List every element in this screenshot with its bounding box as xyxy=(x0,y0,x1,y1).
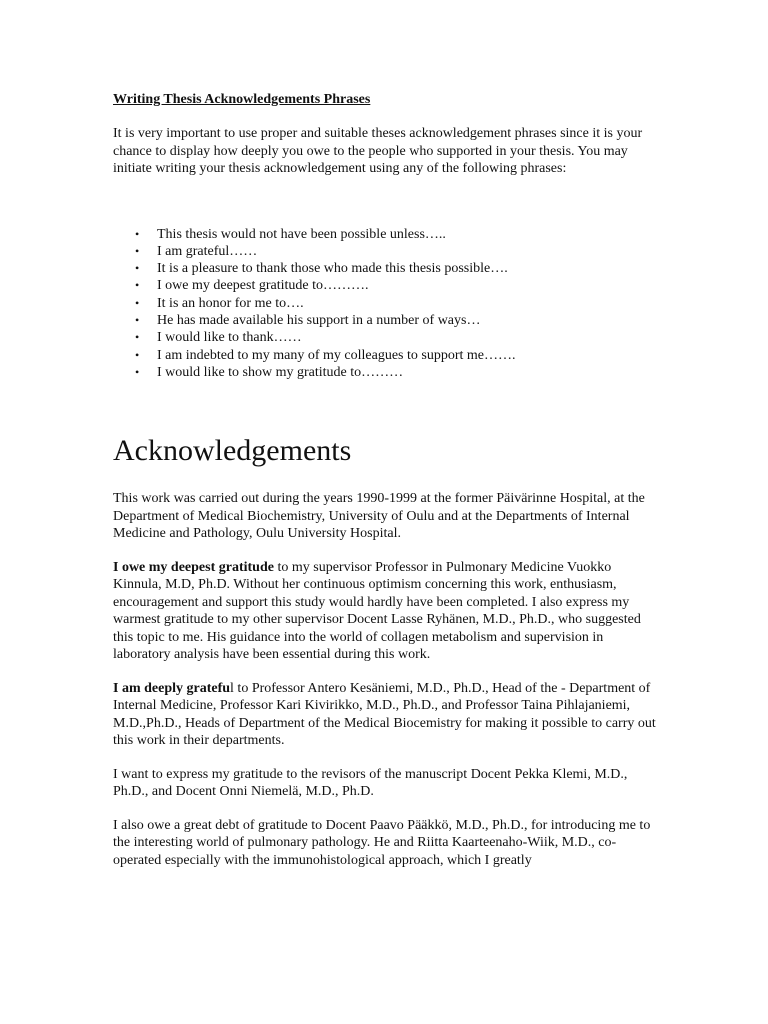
list-item xyxy=(135,295,658,312)
paragraph-lead-bold: I am deeply gratefu xyxy=(113,680,231,696)
bullet-icon: • xyxy=(135,347,140,362)
list-item xyxy=(135,226,658,243)
phrase-text: This thesis would not have been possible unless….. xyxy=(157,226,446,242)
list-item xyxy=(135,347,658,364)
phrase-text: I would like to show my gratitude to……… xyxy=(157,364,404,380)
list-item xyxy=(135,260,658,277)
paragraph-revisors xyxy=(113,766,658,801)
list-item xyxy=(135,364,658,381)
phrase-text: I would like to thank…… xyxy=(157,330,302,346)
phrase-list xyxy=(135,226,658,382)
paragraph-lead-bold: I owe my deepest gratitude xyxy=(113,559,274,575)
phrase-text: I am indebted to my many of my colleagues to support me……. xyxy=(157,347,516,363)
bullet-icon: • xyxy=(135,278,140,293)
paragraph-work-location xyxy=(113,490,658,543)
phrase-text: I am grateful…… xyxy=(157,243,258,259)
list-item xyxy=(135,243,658,260)
bullet-icon: • xyxy=(135,364,140,379)
paragraph-text: I want to express my gratitude to the revisors of the manuscript Docent Pekka Klemi, M.D., Ph.D., and Docent Onni Niemelä, M.D., Ph.D. xyxy=(113,766,628,800)
list-item xyxy=(135,329,658,346)
paragraph-department-heads xyxy=(113,680,658,750)
section-title: Writing Thesis Acknowledgements Phrases xyxy=(113,92,371,107)
phrase-text: He has made available his support in a number of ways… xyxy=(157,312,481,328)
phrase-text: I owe my deepest gratitude to………. xyxy=(157,278,369,294)
list-item xyxy=(135,312,658,329)
paragraph-text: This work was carried out during the years 1990-1999 at the former Päivärinne Hospital, at the Department of Medical Biochemistry, University of Oulu and at the Departments of Internal Medicine and Pathology, Oulu University Hospital. xyxy=(113,491,645,542)
paragraph-text: I also owe a great debt of gratitude to Docent Paavo Pääkkö, M.D., Ph.D., for introducing me to the interesting world of pulmonary pathology. He and Riitta Kaarteenaho-Wiik, M.D., co-operated especially with the immunohistological approach, which I greatly xyxy=(113,817,651,868)
bullet-icon: • xyxy=(135,226,140,241)
bullet-icon: • xyxy=(135,295,140,310)
list-item xyxy=(135,277,658,294)
phrase-text: It is a pleasure to thank those who made this thesis possible…. xyxy=(157,261,508,277)
bullet-icon: • xyxy=(135,261,140,276)
bullet-icon: • xyxy=(135,312,140,327)
document-content xyxy=(113,91,658,885)
intro-paragraph: It is very important to use proper and suitable theses acknowledgement phrases since it is your chance to display how deeply you owe to the people who supported in your thesis. You may initiate writing your thesis acknowledgement using any of the following phrases: xyxy=(113,126,643,176)
paragraph-pathology xyxy=(113,817,658,870)
phrase-text: It is an honor for me to…. xyxy=(157,295,304,311)
paragraph-text: l to Professor Antero Kesäniemi, M.D., Ph.D., Head of the - Department of Internal Medicine, Professor Kari Kivirikko, M.D., Ph.D., and Professor Taina Pihlajaniemi, M.D.,Ph.D., Heads of Department of the Medical Biocemistry for making it possible to carry out this work in their departments. xyxy=(113,680,656,749)
acknowledgements-heading: Acknowledgements xyxy=(113,434,352,468)
paragraph-supervisors xyxy=(113,559,658,664)
bullet-icon: • xyxy=(135,243,140,258)
bullet-icon: • xyxy=(135,330,140,345)
paragraph-text: to my supervisor Professor in Pulmonary Medicine Vuokko Kinnula, M.D, Ph.D. Without her continuous optimism concerning this work, enthusiasm, encouragement and support this study would hardly have been completed. I also express my warmest gratitude to my other supervisor Docent Lasse Ryhänen, M.D., Ph.D., who suggested this topic to me. His guidance into the world of collagen metabolism and supervision in laboratory analysis have been essential during this work. xyxy=(113,559,641,663)
